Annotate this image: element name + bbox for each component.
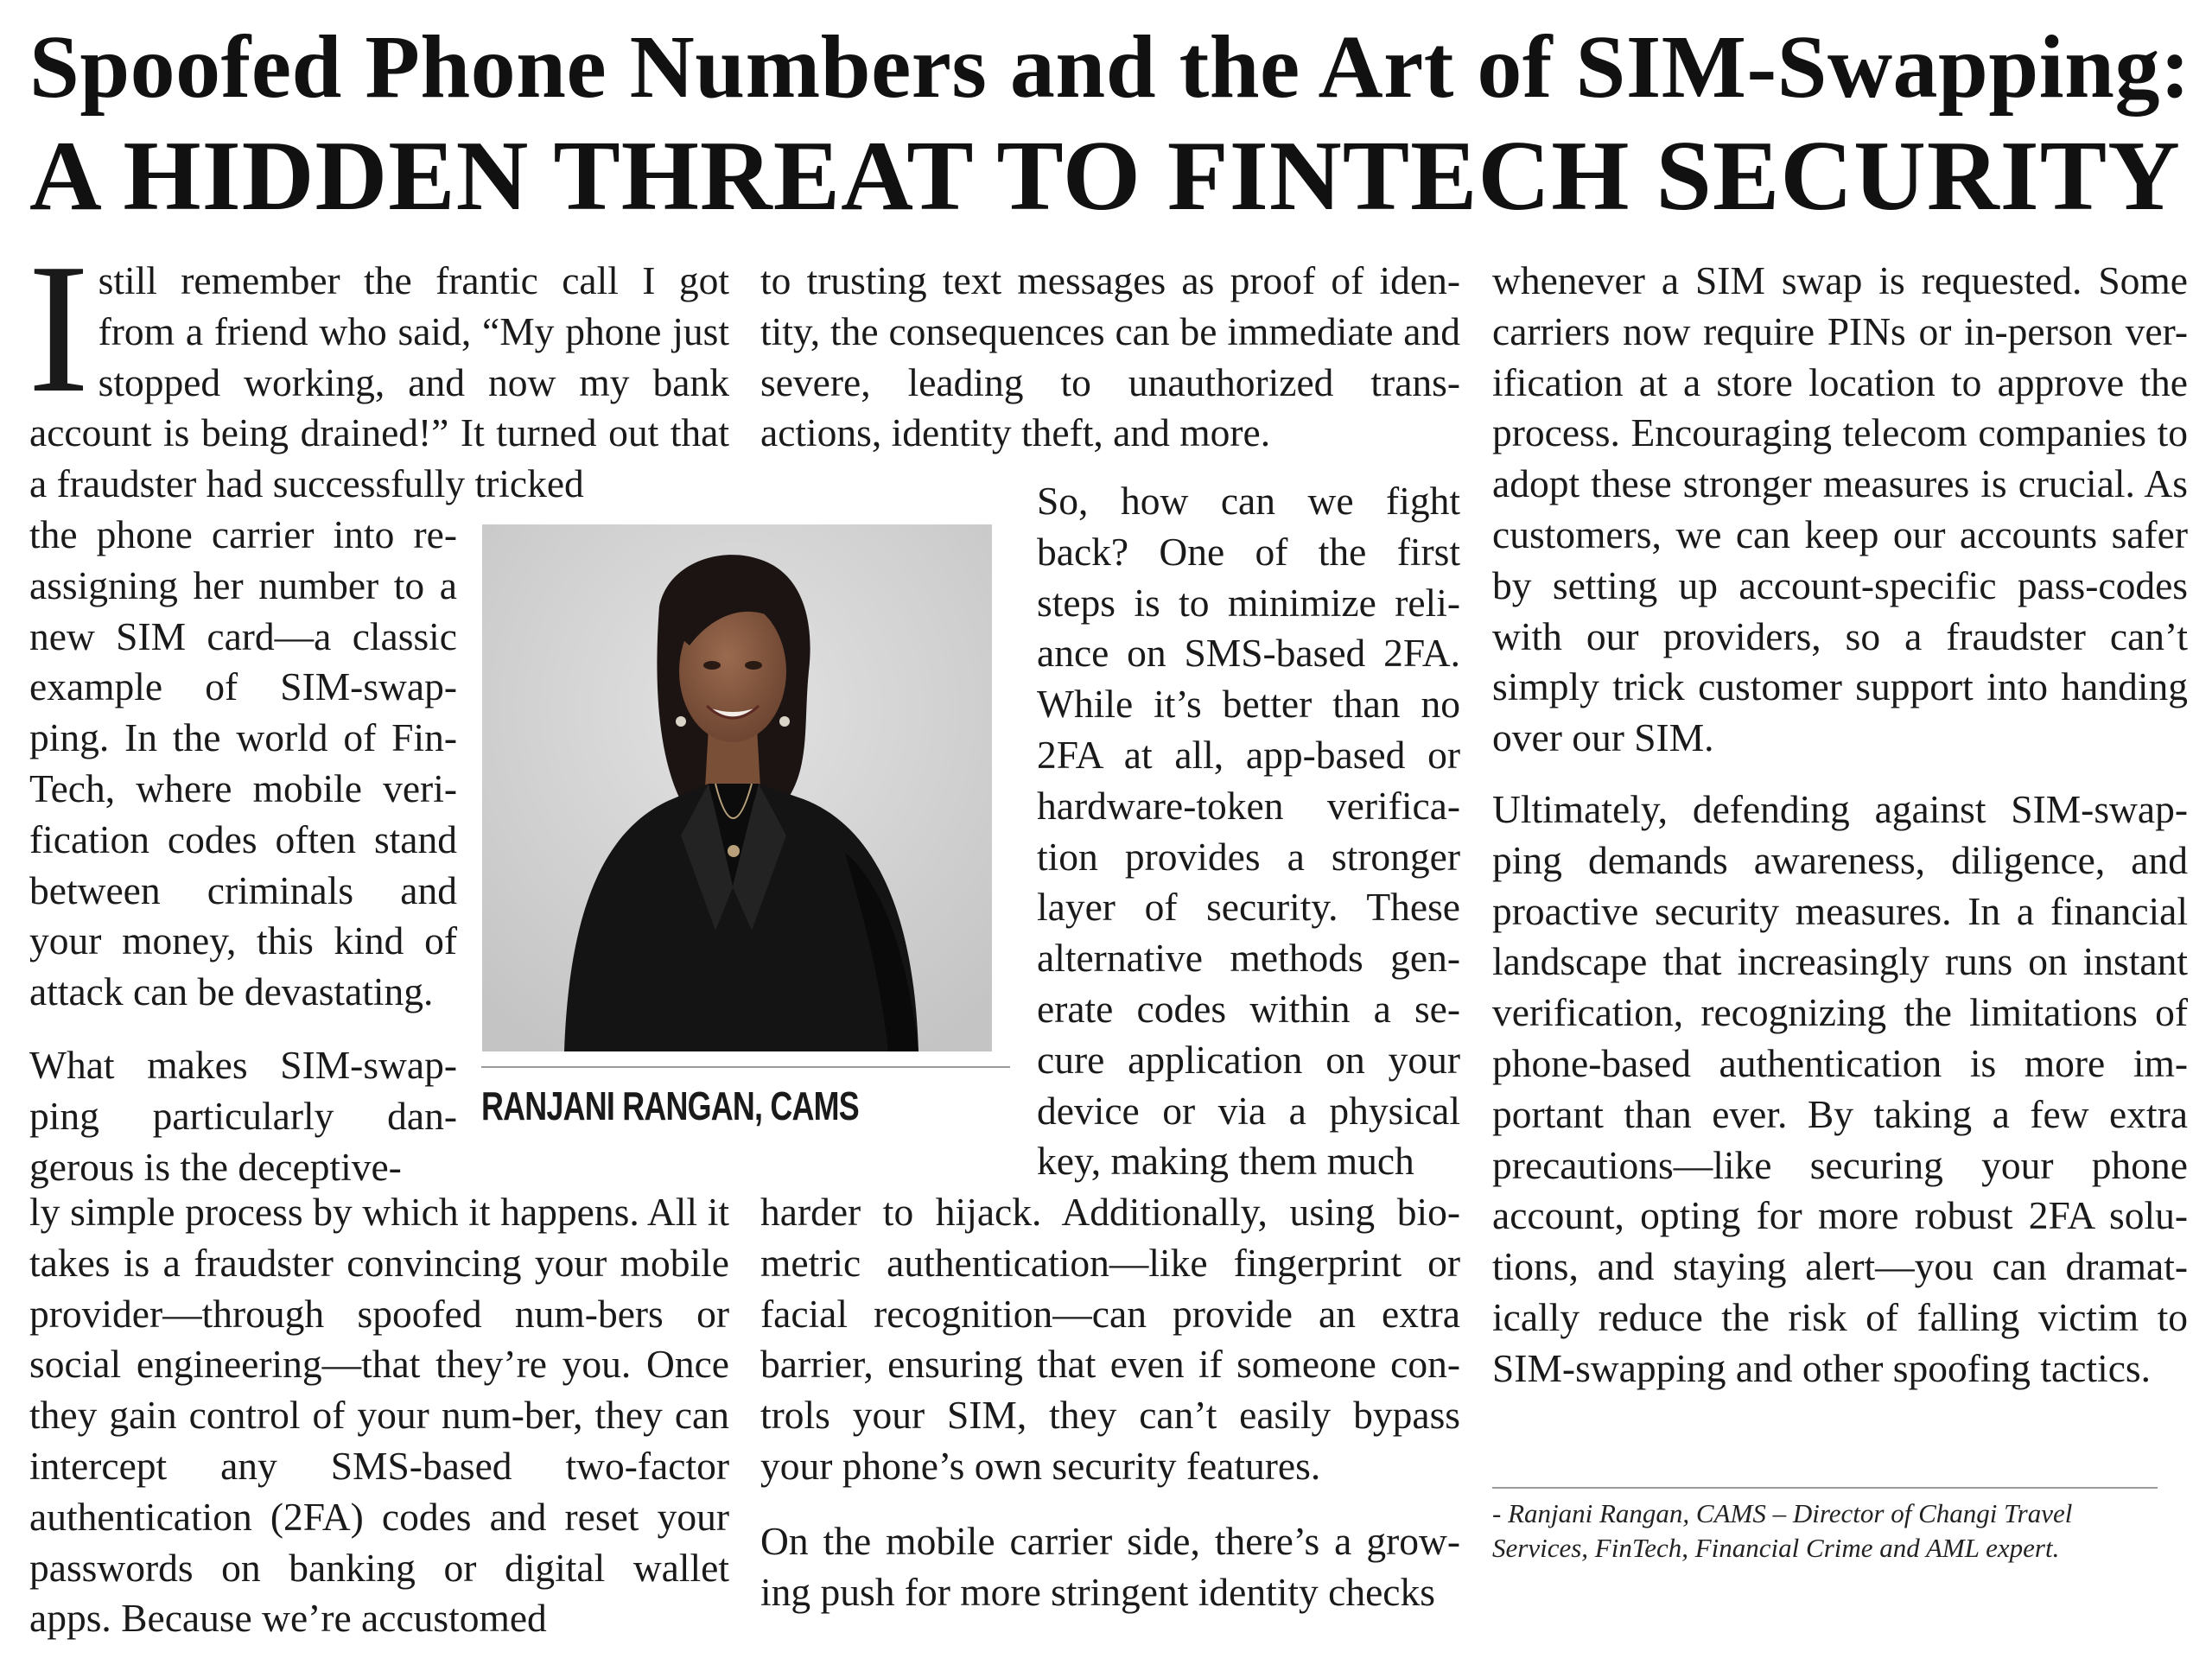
signature-divider	[1492, 1487, 2158, 1489]
author-portrait-illustration	[482, 524, 992, 1051]
paragraph-6: Ultimately, defending against SIM-swap-ping demands awareness, diligence, and proactive security measures. In a financial landscape that increasingly runs on instant verification, recognizing the limitations of phone-based authentication is more im-portant than ever. By taking a few extra precautions—like securing your phone account, opting for more robust 2FA solu-tions, and staying alert—you can dramat-ically reduce the risk of falling victim to SIM-swapping and other spoofing tactics.	[1492, 786, 2188, 1390]
column-2-top	[760, 256, 1460, 459]
column-2-bottom	[760, 1187, 1460, 1617]
intro-text-b: the phone carrier into re-assigning her number to a new SIM card—a classic example of SIM-swap-ping. In the world of Fin-Tech, where mobile veri-fication codes often stand between criminals and your money, this kind of attack can be devastating.	[29, 512, 457, 1014]
intro-paragraph-start	[28, 225, 729, 510]
paragraph-2-rest: ly simple process by which it happens. All it takes is a fraudster convincing your mobile provider—through spoofed num-bers or social engineering—that they’re you. Once they gain control of your num-ber, they can intercept any SMS-based two-factor authentication (2FA) codes and reset your passwords on banking or digital wallet apps. Because we’re accustomed	[29, 1190, 729, 1641]
caption-divider	[481, 1066, 1010, 1068]
paragraph-4-start: So, how can we fight back? One of the first steps is to minimize reli-ance on SMS-based 2FA. While it’s better than no 2FA at all, app-based or hardware-token verifica-tion provides a stronger layer of security. These alternative methods gen-erate codes within a se-cure application on your device or via a physical key, making them much	[1037, 479, 1460, 1184]
headline-line-2: A HIDDEN THREAT TO FINTECH SECURITY	[29, 121, 2181, 232]
column-3	[1492, 256, 2188, 1394]
paragraph-5-rest: whenever a SIM swap is requested. Some carriers now require PINs or in-person ver-ification at a store location to approve the process. Encouraging telecom companies to adopt these stronger measures is crucial. As customers, we can keep our accounts safer by setting up account-specific pass-codes with our providers, so a fraudster can’t simply trick customer support into handing over our SIM.	[1492, 258, 2188, 760]
paragraph-5-start: On the mobile carrier side, there’s a grow-ing push for more stringent identity checks	[760, 1518, 1460, 1614]
column-1-bottom	[29, 1187, 729, 1644]
signature-line-1: - Ranjani Rangan, CAMS – Director of Changi Travel	[1492, 1498, 2073, 1528]
column-1-top	[28, 225, 729, 510]
author-photo	[482, 524, 992, 1051]
headline-line-1: Spoofed Phone Numbers and the Art of SIM-Swapping:	[29, 17, 2191, 117]
paragraph-2-start: What makes SIM-swap-ping particularly dan-gerous is the deceptive-	[29, 1042, 457, 1189]
signature-line-2: Services, FinTech, Financial Crime and AML expert.	[1492, 1533, 2060, 1563]
drop-cap: I	[28, 225, 90, 431]
paragraph-3: to trusting text messages as proof of iden-tity, the consequences can be immediate and severe, leading to unauthorized trans-actions, identity theft, and more.	[760, 258, 1460, 455]
photo-caption: RANJANI RANGAN, CAMS	[481, 1083, 859, 1128]
column-2-narrow	[1037, 476, 1460, 1187]
intro-text-a: still remember the frantic call I got from a friend who said, “My phone just stopped working, and now my bank account is being drained!” It turned out that a fraudster had successfully tricked	[29, 258, 729, 506]
column-1-narrow	[29, 510, 457, 1192]
paragraph-4-rest: harder to hijack. Additionally, using bio-metric authentication—like fingerprint or facial recognition—can provide an extra barrier, ensuring that even if someone con-trols your SIM, they can’t easily bypass your phone’s own security features.	[760, 1190, 1460, 1488]
author-signature	[1492, 1496, 2175, 1566]
